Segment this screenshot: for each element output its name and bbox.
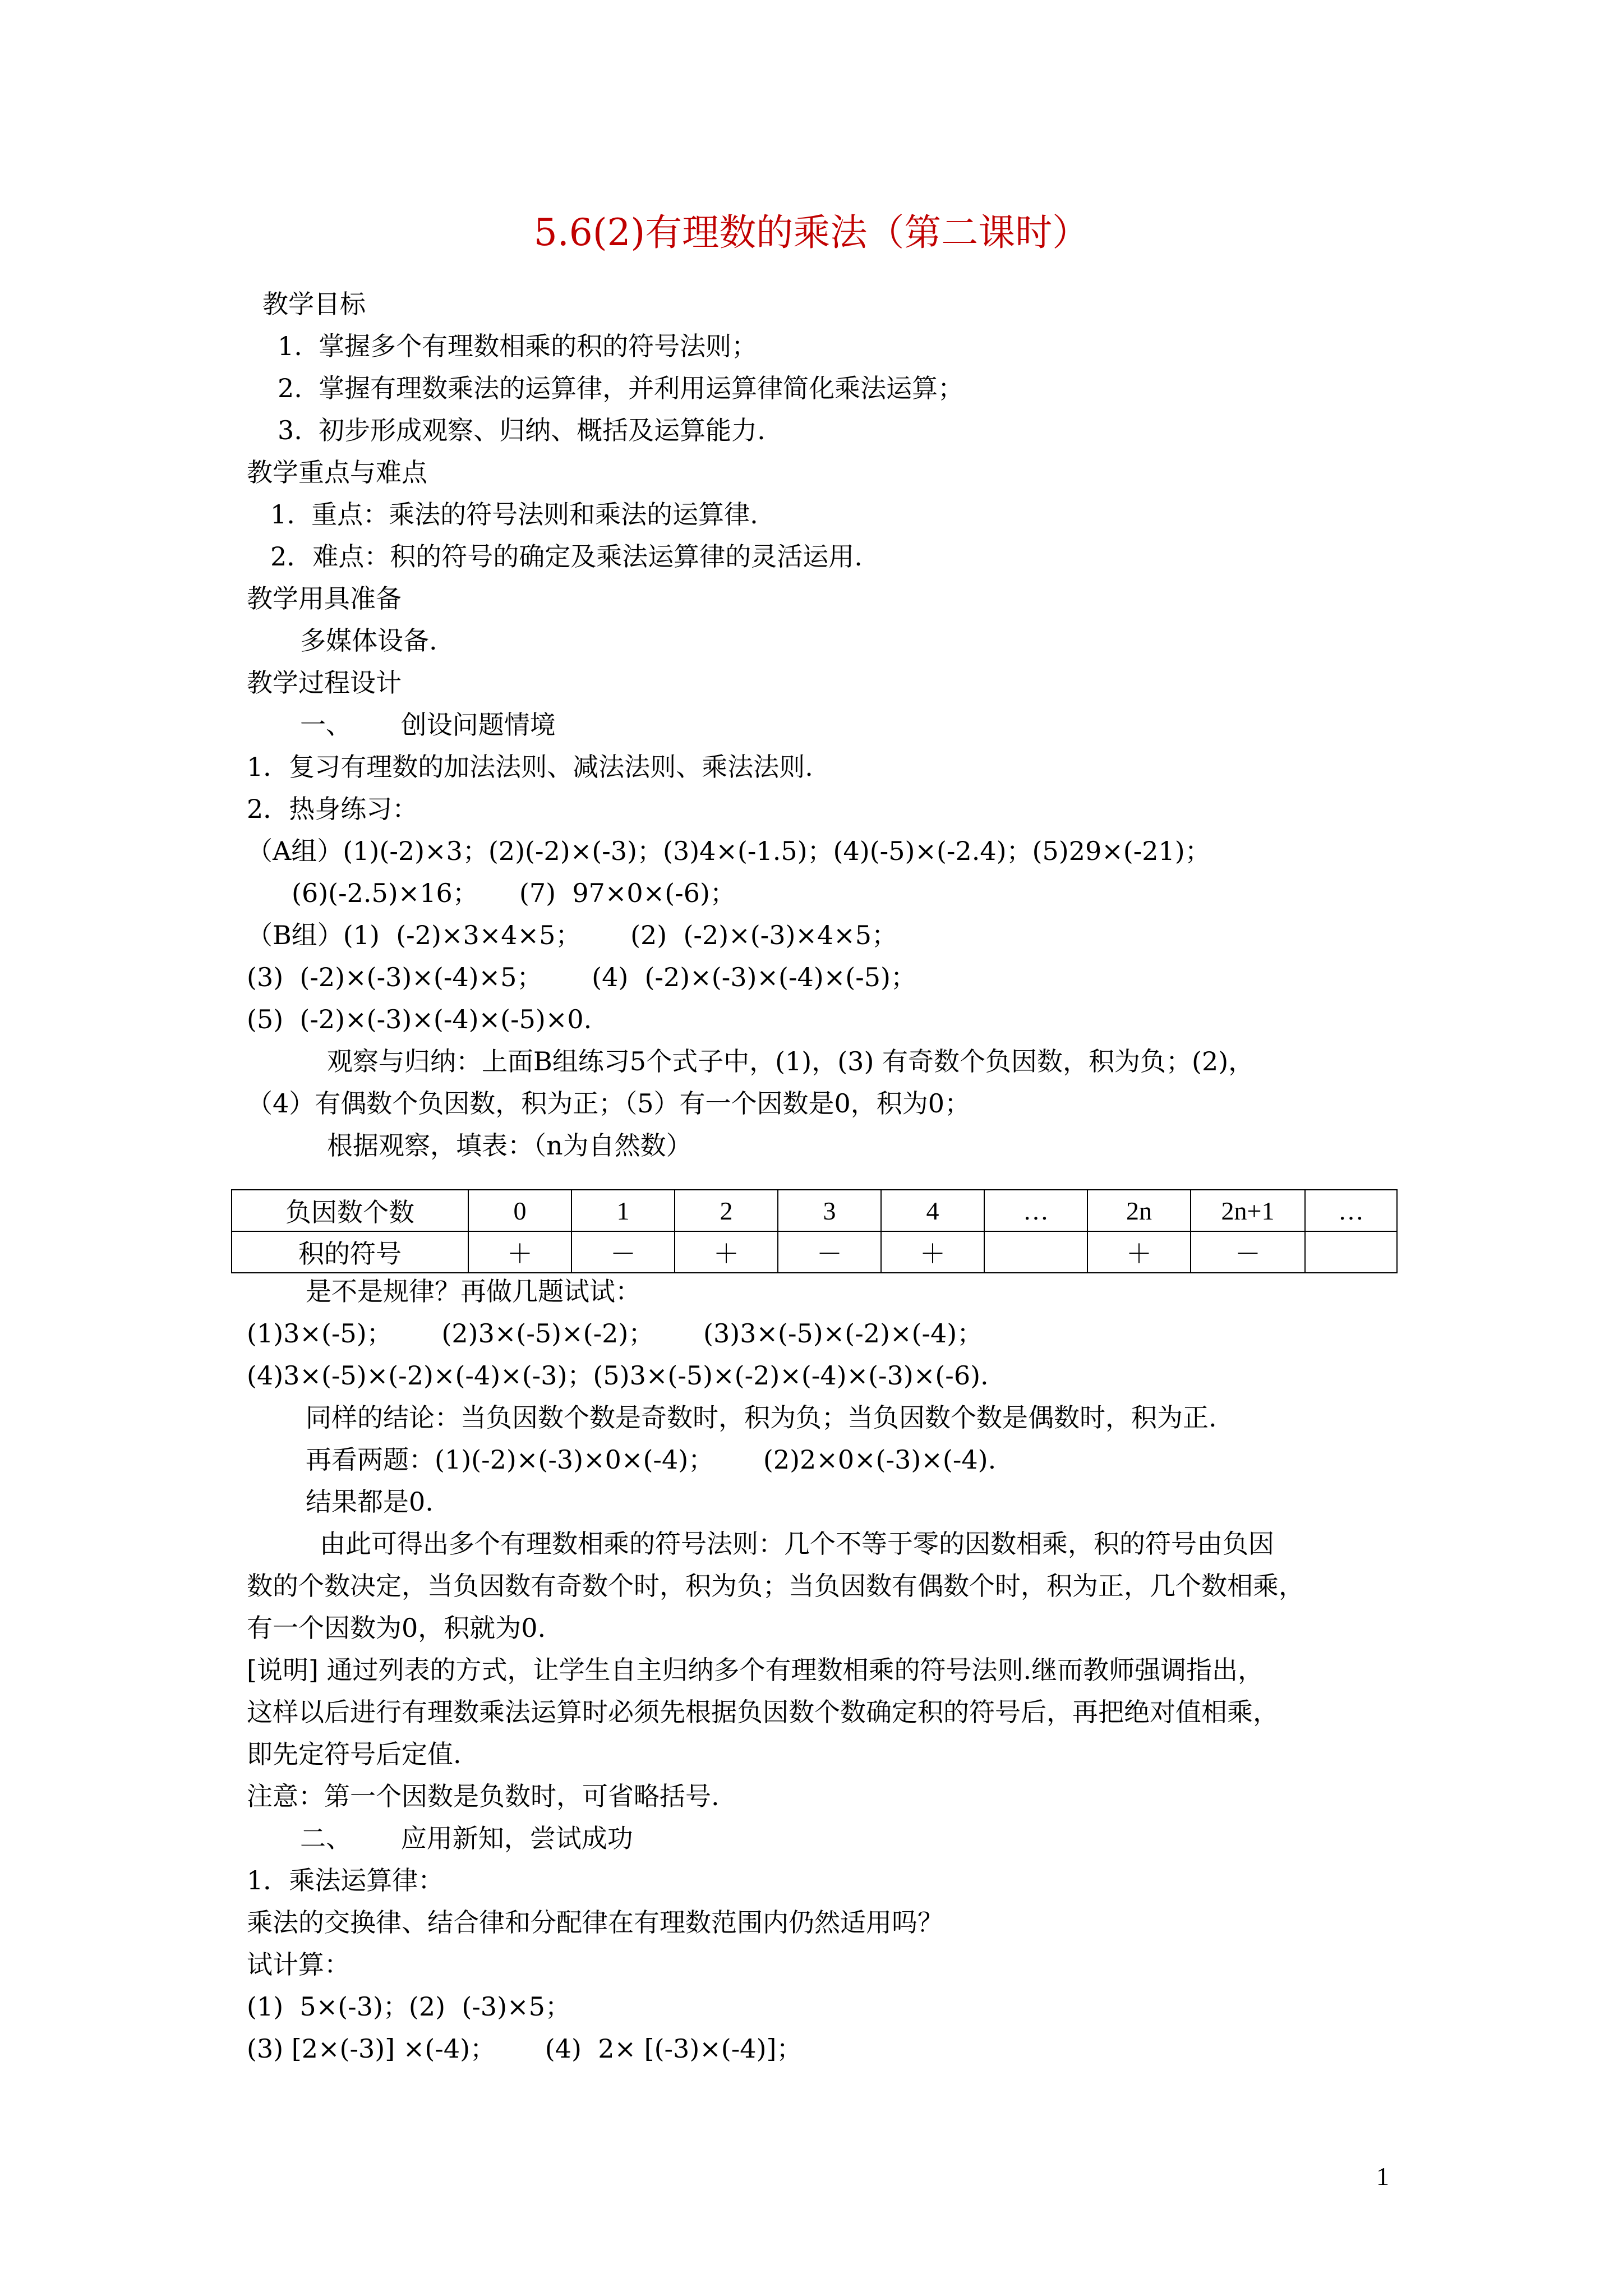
table-cell: ＋ [468,1231,571,1273]
table-cell: 0 [468,1190,571,1231]
table-cell: 积的符号 [232,1231,468,1273]
section-heading-process: 教学过程设计 [247,668,402,698]
table-cell: 4 [881,1190,984,1231]
table-cell [984,1231,1087,1273]
document-title: 5.6(2)有理数的乘法（第二课时） [533,211,1090,254]
paragraph: 2．热身练习： [247,794,418,824]
table-cell: … [984,1190,1087,1231]
table-cell: 1 [571,1190,675,1231]
exercise-line: (4)3×(-5)×(-2)×(-4)×(-3)；(5)3×(-5)×(-2)×(-4)×(-3)×(-6). [247,1360,989,1391]
paragraph: 试计算： [247,1949,350,1980]
paragraph: 1．复习有理数的加法法则、减法法则、乘法法则. [247,752,813,782]
paragraph: 结果都是0. [306,1487,434,1517]
table-cell: 2 [675,1190,778,1231]
exercise-line: 再看两题：(1)(-2)×(-3)×0×(-4)； (2)2×0×(-3)×(-4). [306,1444,997,1475]
exercise-line: (1) 5×(-3)；(2) (-3)×5； [247,1991,571,2022]
exercise-line: (3) (-2)×(-3)×(-4)×5； (4) (-2)×(-3)×(-4)×(-5)； [247,962,916,992]
objective-item: 1. 掌握多个有理数相乘的积的符号法则； [278,331,758,361]
paragraph: （4）有偶数个负因数，积为正；（5）有一个因数是0，积为0； [247,1088,971,1119]
exercise-line: (1)3×(-5)； (2)3×(-5)×(-2)； (3)3×(-5)×(-2)×(-4)； [247,1318,983,1349]
paragraph: 同样的结论：当负因数个数是奇数时，积为负；当负因数个数是偶数时，积为正. [306,1402,1217,1433]
exercise-line: (5) (-2)×(-3)×(-4)×(-5)×0. [247,1004,592,1034]
exercise-line: （A组）(1)(-2)×3；(2)(-2)×(-3)；(3)4×(-1.5)；(4)(-5)×(-2.4)；(5)29×(-21)； [247,836,1211,866]
paragraph: 根据观察，填表：（n为自然数） [327,1130,692,1161]
table-cell: － [571,1231,675,1273]
table-cell: ＋ [675,1231,778,1273]
paragraph: 1．乘法运算律： [247,1865,444,1895]
section-heading-objectives: 教学目标 [262,289,366,319]
paragraph: 由此可得出多个有理数相乘的符号法则：几个不等于零的因数相乘，积的符号由负因 [320,1529,1274,1559]
table-cell: … [1305,1190,1397,1231]
subsection-heading: 一、 创设问题情境 [300,710,556,740]
paragraph: 乘法的交换律、结合律和分配律在有理数范围内仍然适用吗？ [247,1907,943,1938]
table-cell: － [1191,1231,1305,1273]
note-paragraph: 即先定符号后定值. [247,1739,462,1769]
subsection-heading: 二、 应用新知，尝试成功 [300,1823,633,1853]
note-paragraph: [说明] 通过列表的方式，让学生自主归纳多个有理数相乘的符号法则.继而教师强调指出， [247,1655,1264,1685]
paragraph: 观察与归纳：上面B组练习5个式子中，(1)，(3) 有奇数个负因数，积为负；(2)， [327,1046,1255,1076]
objective-item: 3. 初步形成观察、归纳、概括及运算能力. [278,415,766,445]
exercise-line: (6)(-2.5)×16； (7) 97×0×(-6)； [292,878,736,908]
section-heading-key-points: 教学重点与难点 [247,457,427,487]
table-cell: 负因数个数 [232,1190,468,1231]
exercise-line: （B组）(1) (-2)×3×4×5； (2) (-2)×(-3)×4×5； [247,920,898,950]
sign-table [231,1189,1398,1273]
table-cell: － [778,1231,881,1273]
objective-item: 2. 掌握有理数乘法的运算律，并利用运算律简化乘法运算； [278,373,964,403]
table-cell: ＋ [881,1231,984,1273]
paragraph: 数的个数决定，当负因数有奇数个时，积为负；当负因数有偶数个时，积为正，几个数相乘， [247,1571,1304,1601]
table-cell: ＋ [1087,1231,1191,1273]
attention-note: 注意：第一个因数是负数时，可省略括号. [247,1781,720,1811]
table-cell: 3 [778,1190,881,1231]
key-point-item: 2．难点：积的符号的确定及乘法运算律的灵活运用. [270,541,863,572]
paragraph: 有一个因数为0，积就为0. [247,1613,546,1643]
key-point-item: 1. 重点：乘法的符号法则和乘法的运算律. [270,499,758,530]
note-paragraph: 这样以后进行有理数乘法运算时必须先根据负因数个数确定积的符号后，再把绝对值相乘， [247,1697,1279,1727]
table-cell: 2n+1 [1191,1190,1305,1231]
paragraph: 是不是规律？再做几题试试： [306,1276,641,1306]
page-number: 1 [1376,2162,1389,2191]
table-row [232,1231,1397,1273]
table-row [232,1190,1397,1231]
table-cell [1305,1231,1397,1273]
section-heading-materials: 教学用具准备 [247,583,402,614]
table-cell: 2n [1087,1190,1191,1231]
exercise-line: (3) [2×(-3)] ×(-4)； (4) 2× [(-3)×(-4)]； [247,2033,803,2064]
materials-text: 多媒体设备. [300,625,437,656]
